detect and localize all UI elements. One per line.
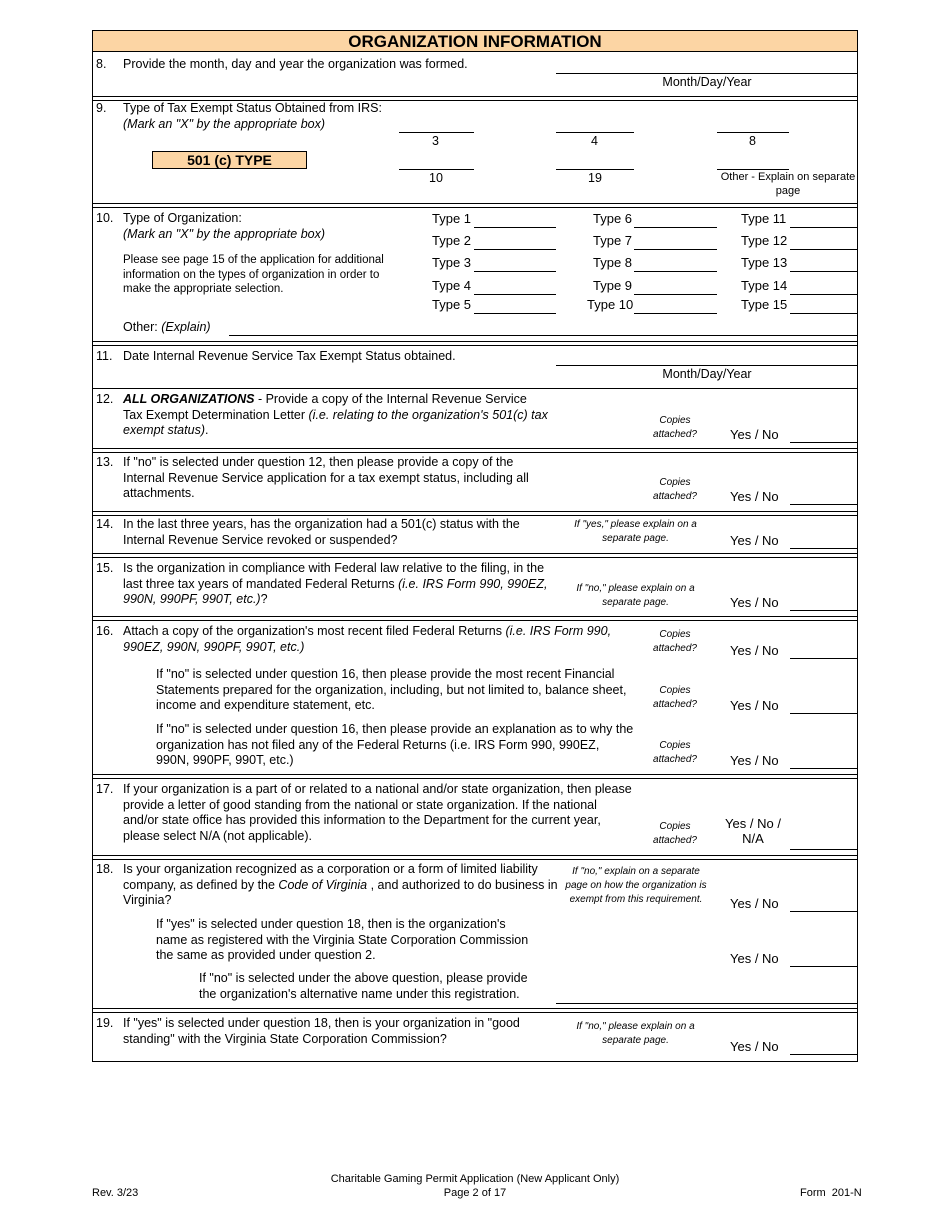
q9-box-19[interactable] (556, 169, 634, 170)
q16-text: Attach a copy of the organization's most recent filed Federal Returns (i.e. IRS Form 990, 990EZ, 990N, 990PF, 990T, etc.) (123, 624, 612, 654)
q19-note: If "no," please explain on a separate page. (576, 1021, 695, 1046)
q9-label-10: 10 (429, 171, 443, 185)
q16-number: 16. (96, 624, 114, 638)
q18-sub2-text: If "no" is selected under the above question, please provide the organization's alternative name under this registration. (199, 971, 528, 1001)
q17-answer: Yes / No / N/A (725, 816, 781, 846)
q10-type-field[interactable] (790, 271, 858, 272)
divider (92, 448, 858, 453)
divider (92, 553, 858, 558)
divider (92, 855, 858, 860)
q17-answer-field[interactable] (790, 849, 858, 850)
q11-date-field[interactable] (556, 365, 858, 366)
q9-subtext: (Mark an "X" by the appropriate box) (123, 117, 326, 131)
divider (92, 616, 858, 621)
q16-answer: Yes / No (730, 643, 779, 658)
q10-type-label: Type 7 (593, 233, 633, 248)
q10-type-field[interactable] (474, 313, 556, 314)
q11-date-label: Month/Day/Year (662, 367, 752, 381)
footer-title: Charitable Gaming Permit Application (New Applicant Only) (330, 1173, 620, 1185)
q16-sub2-text: If "no" is selected under question 16, then please provide an explanation as to why the organization has not filed any of the Federal Returns (i.e. IRS Form 990, 990EZ, 990N, 990PF, 990T, etc.) (156, 722, 634, 767)
q15-text: Is the organization in compliance with Federal law relative to the filing, in the last three tax years of mandated Federal Returns (i.e. IRS Form 990, 990EZ, 990N, 990PF, 990T, etc.)? (123, 561, 548, 606)
q10-type-label: Type 4 (432, 278, 472, 293)
q8-number: 8. (96, 57, 107, 71)
q10-type-label: Type 5 (432, 297, 472, 312)
footer-page: Page 2 of 17 (443, 1187, 507, 1199)
q8-date-field[interactable] (556, 73, 858, 74)
q18-answer: Yes / No (730, 896, 779, 911)
q10-type-field[interactable] (790, 313, 858, 314)
q8-date-label: Month/Day/Year (662, 75, 752, 89)
q10-note: Please see page 15 of the application for additional information on the types of organization in order to make the appropriate selection. (123, 254, 384, 295)
q18-answer-field[interactable] (790, 911, 858, 912)
q13-answer-field[interactable] (790, 504, 858, 505)
q19-answer: Yes / No (730, 1039, 779, 1054)
q10-type-field[interactable] (790, 294, 858, 295)
q15-number: 15. (96, 561, 114, 575)
q16-answer-field[interactable] (790, 658, 858, 659)
q17-text: If your organization is a part of or related to a national and/or state organization, then please provide a letter of good standing from the national or state organization. If the national and/or state office has provided this information to the Department for the current year, please select N/A (not applicable). (123, 782, 632, 843)
q10-type-label: Type 15 (741, 297, 788, 312)
q12-answer: Yes / No (730, 427, 779, 442)
q19-answer-field[interactable] (790, 1054, 858, 1055)
q17-note: Copies attached? (653, 821, 697, 846)
q10-type-label: Type 12 (741, 233, 788, 248)
q14-answer-field[interactable] (790, 548, 858, 549)
q10-type-field[interactable] (634, 249, 717, 250)
q19-number: 19. (96, 1016, 114, 1030)
q10-type-label: Type 10 (587, 297, 634, 312)
q10-type-field[interactable] (790, 249, 858, 250)
q13-number: 13. (96, 455, 114, 469)
q16-sub2-note: Copies attached? (653, 740, 697, 765)
q9-box-4[interactable] (556, 132, 634, 133)
q18-sub1-answer: Yes / No (730, 951, 779, 966)
q13-answer: Yes / No (730, 489, 779, 504)
q10-type-field[interactable] (634, 313, 717, 314)
q16-sub1-text: If "no" is selected under question 16, then please provide the most recent Financial Statements prepared for the organization, including, but not limited to, balance sheet, income and expenditure statement, etc. (156, 667, 627, 712)
footer-form: Form 201-N (800, 1187, 862, 1199)
q10-type-field[interactable] (634, 271, 717, 272)
q16-sub1-note: Copies attached? (653, 685, 697, 710)
q13-text: If "no" is selected under question 12, then please provide a copy of the Internal Revenue Service application for a tax exempt status, including all attachments. (123, 455, 529, 500)
q10-type-label: Type 3 (432, 255, 472, 270)
q10-type-label: Type 6 (593, 211, 633, 226)
q18-sub1-text: If "yes" is selected under question 18, then is the organization's name as registered with the Virginia State Corporation Commission the same as provided under question 2. (156, 917, 529, 962)
q9-label-other: Other - Explain on separate page (720, 171, 856, 197)
q10-number: 10. (96, 211, 114, 225)
q11-number: 11. (96, 349, 113, 363)
q10-type-field[interactable] (474, 227, 556, 228)
q10-type-field[interactable] (634, 294, 717, 295)
q10-type-label: Type 9 (593, 278, 633, 293)
q10-type-label: Type 8 (593, 255, 633, 270)
q16-sub1-answer-field[interactable] (790, 713, 858, 714)
section-header: ORGANIZATION INFORMATION (92, 30, 858, 52)
q18-sub1-answer-field[interactable] (790, 966, 858, 967)
q9-box-10[interactable] (399, 169, 474, 170)
q17-number: 17. (96, 782, 114, 796)
divider (92, 341, 858, 346)
q16-sub2-answer-field[interactable] (790, 768, 858, 769)
q10-type-field[interactable] (790, 227, 858, 228)
q18-text: Is your organization recognized as a corporation or a form of limited liability company, as defined by the Code of Virginia , and authorized to do business in Virginia? (123, 862, 558, 907)
q18-note: If "no," explain on a separate page on how the organization is exempt from this requirement. (565, 866, 707, 905)
divider (92, 203, 858, 208)
q13-note: Copies attached? (653, 477, 697, 502)
q9-box-8[interactable] (717, 132, 789, 133)
q10-other-field[interactable] (229, 335, 858, 336)
q12-answer-field[interactable] (790, 442, 858, 443)
footer-revision: Rev. 3/23 (92, 1187, 139, 1199)
q16-sub2-answer: Yes / No (730, 753, 779, 768)
q10-type-label: Type 11 (741, 211, 787, 226)
501c-type-badge: 501 (c) TYPE (152, 151, 307, 169)
q9-box-3[interactable] (399, 132, 474, 133)
q16-note: Copies attached? (653, 629, 697, 654)
q14-note: If "yes," please explain on a separate page. (574, 519, 697, 544)
divider (92, 388, 858, 389)
q10-type-field[interactable] (474, 271, 556, 272)
q9-label-4: 4 (591, 134, 598, 148)
q10-type-field[interactable] (474, 249, 556, 250)
divider (92, 774, 858, 779)
q10-type-label: Type 14 (741, 278, 788, 293)
q19-text: If "yes" is selected under question 18, then is your organization in "good standing" with the Virginia State Corporation Commission? (123, 1016, 520, 1046)
q8-text: Provide the month, day and year the organization was formed. (123, 57, 468, 71)
divider (92, 511, 858, 516)
q9-label-3: 3 (432, 134, 439, 148)
q12-note: Copies attached? (653, 415, 697, 440)
q9-number: 9. (96, 101, 107, 115)
q10-type-label: Type 2 (432, 233, 472, 248)
q14-answer: Yes / No (730, 533, 779, 548)
q10-text: Type of Organization: (123, 211, 242, 225)
q14-number: 14. (96, 517, 114, 531)
q10-type-label: Type 13 (741, 255, 788, 270)
q9-label-19: 19 (588, 171, 602, 185)
q10-type-field[interactable] (634, 227, 717, 228)
q10-other-label: Other: (Explain) (123, 320, 211, 334)
divider (92, 1008, 858, 1013)
q15-note: If "no," please explain on a separate page. (576, 583, 695, 608)
q12-number: 12. (96, 392, 114, 406)
q11-text: Date Internal Revenue Service Tax Exempt Status obtained. (123, 349, 456, 363)
q18-sub2-field[interactable] (556, 1003, 858, 1004)
q14-text: In the last three years, has the organization had a 501(c) status with the Internal Revenue Service revoked or suspended? (123, 517, 520, 547)
q10-type-label: Type 1 (432, 211, 472, 226)
q15-answer: Yes / No (730, 595, 779, 610)
q12-text: ALL ORGANIZATIONS - Provide a copy of the Internal Revenue Service Tax Exempt Determination Letter (i.e. relating to the organization's 501(c) tax exempt status). (123, 392, 548, 437)
q10-subtext: (Mark an "X" by the appropriate box) (123, 227, 326, 241)
q9-text: Type of Tax Exempt Status Obtained from IRS: (123, 101, 382, 115)
q10-type-field[interactable] (474, 294, 556, 295)
q16-sub1-answer: Yes / No (730, 698, 779, 713)
q18-number: 18. (96, 862, 114, 876)
q15-answer-field[interactable] (790, 610, 858, 611)
q9-label-8: 8 (749, 134, 756, 148)
